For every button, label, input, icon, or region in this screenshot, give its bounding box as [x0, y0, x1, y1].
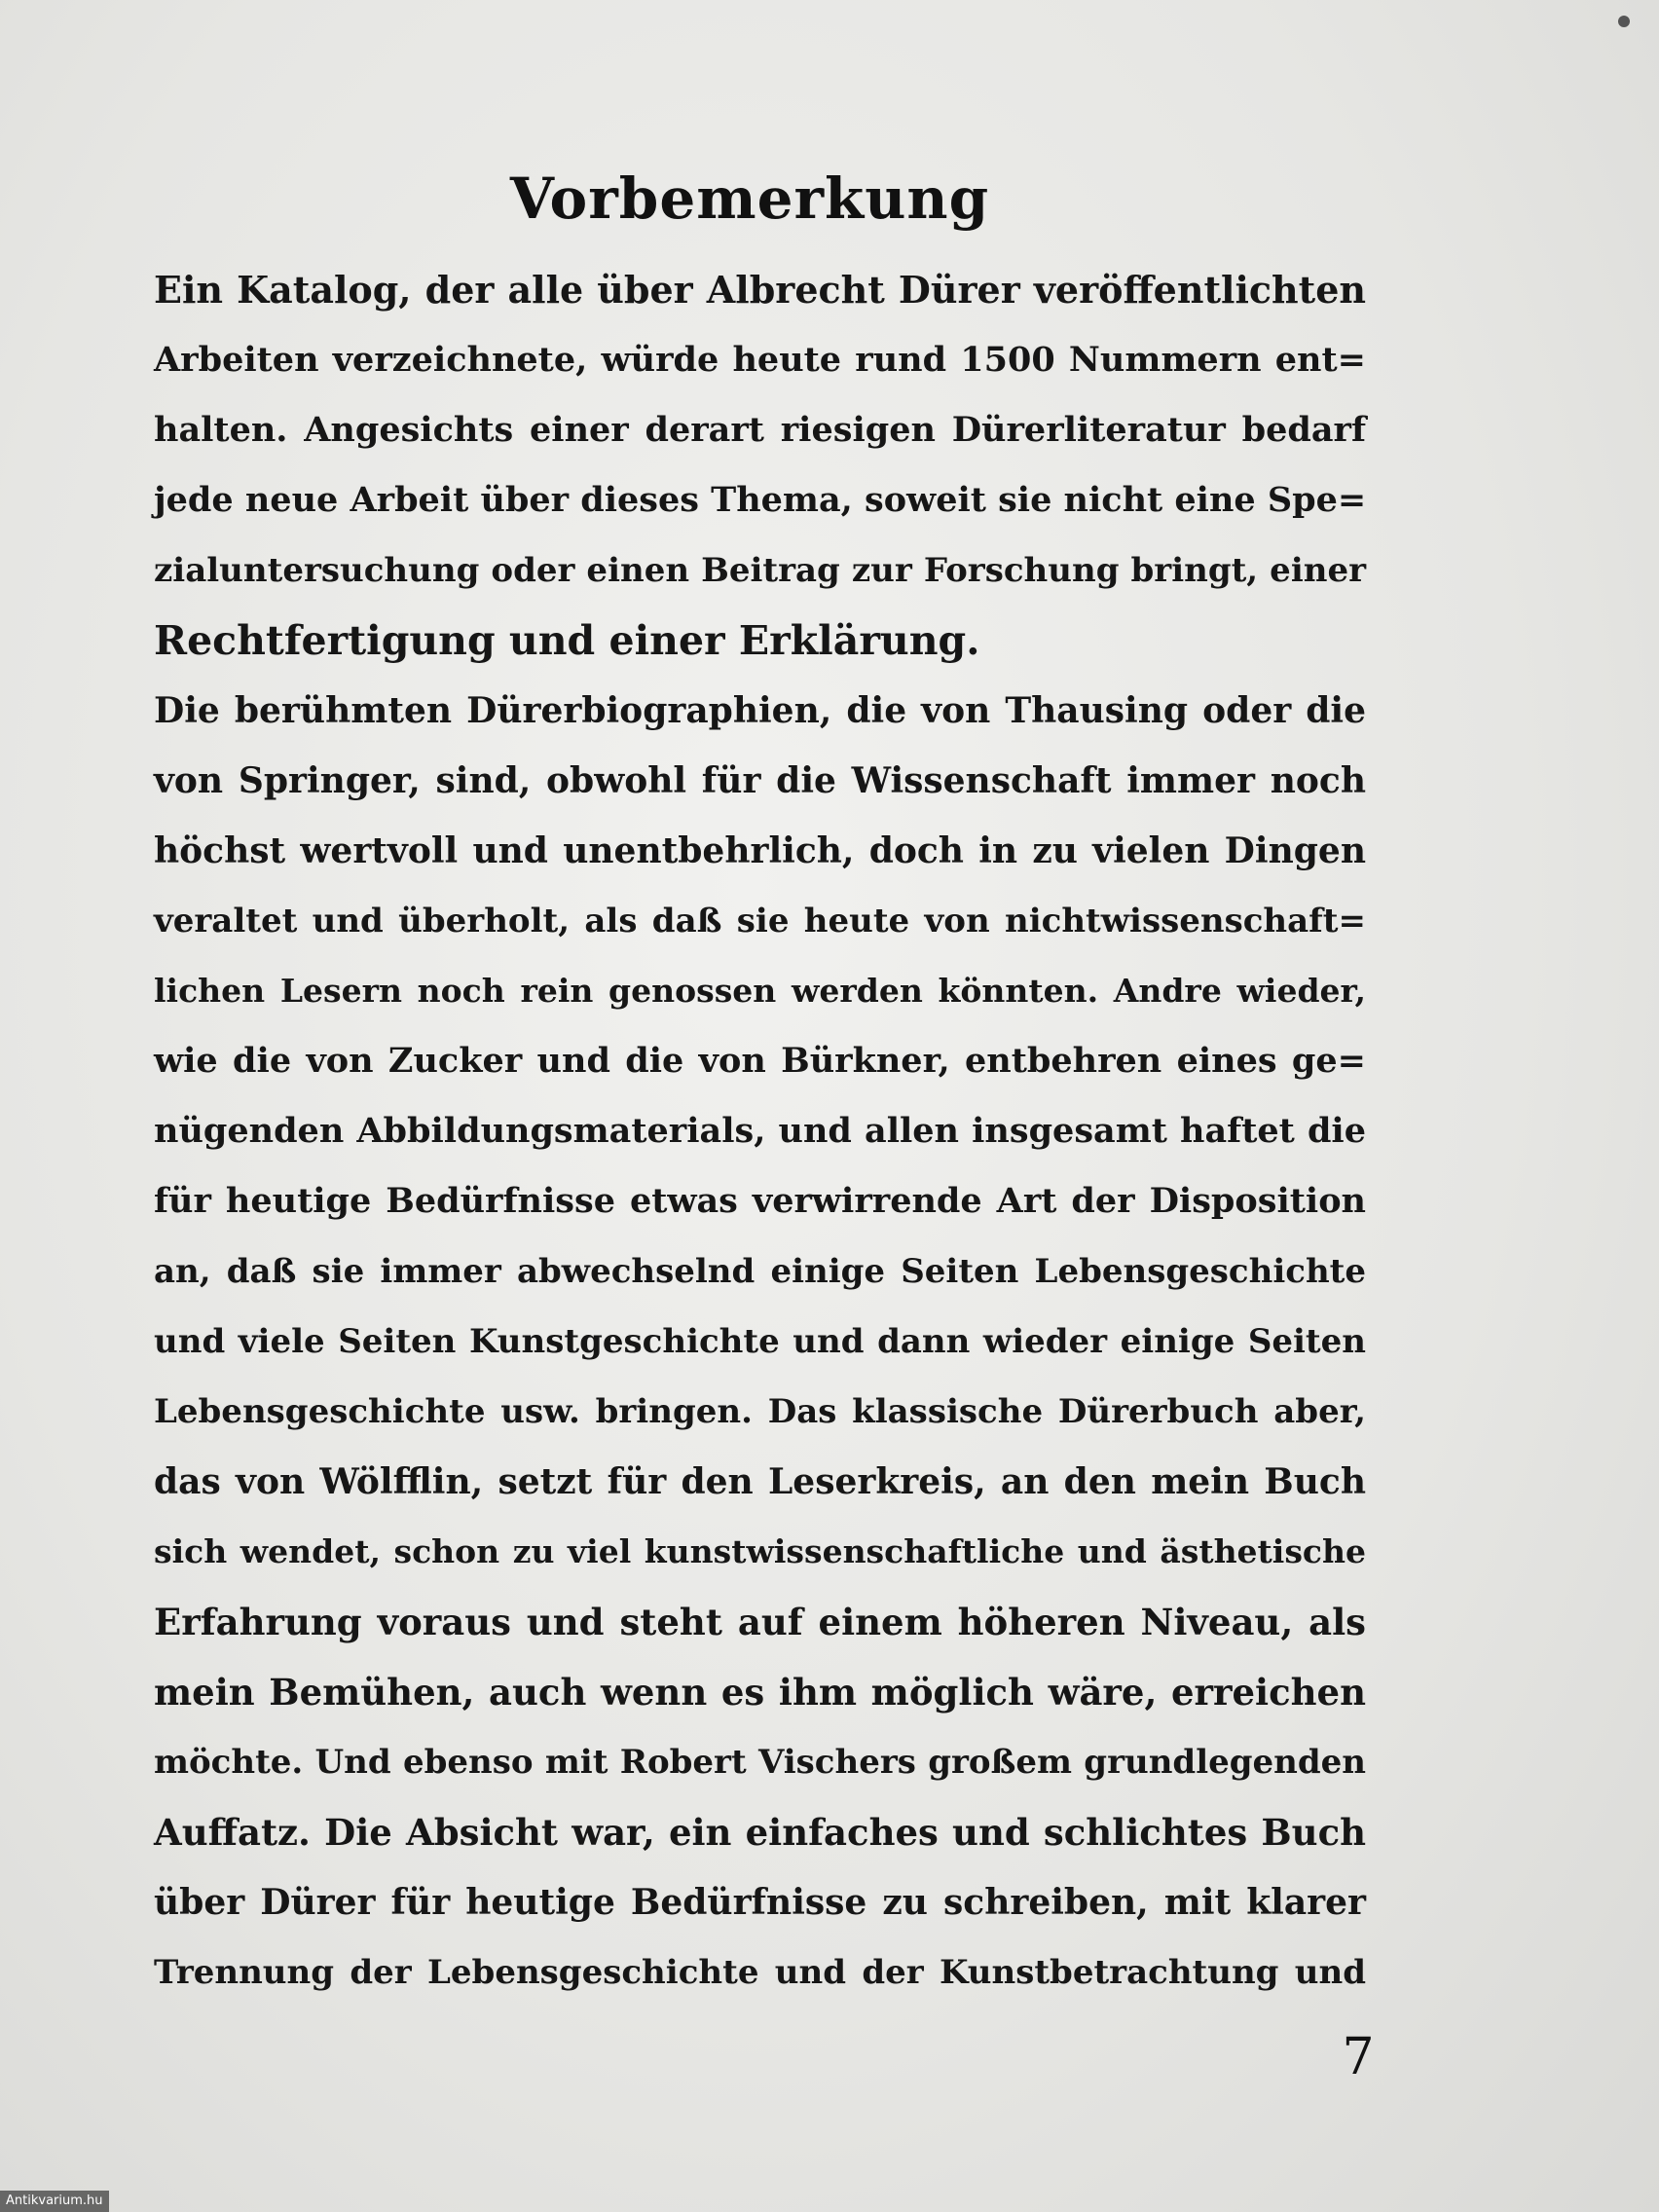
text-line: sich wendet, schon zu viel kunstwissenschaftliche und ästhetische [154, 1532, 1366, 1570]
corner-mark [1618, 16, 1630, 27]
watermark: Antikvarium.hu [0, 2191, 109, 2212]
text-line: jede neue Arbeit über dieses Thema, soweit sie nicht eine Spe= [154, 480, 1367, 520]
text-line: möchte. Und ebenso mit Robert Vischers großem grundlegenden [154, 1743, 1366, 1782]
text-line: Auffatz. Die Absicht war, ein einfaches und schlichtes Buch [154, 1811, 1366, 1854]
text-line: mein Bemühen, auch wenn es ihm möglich wäre, erreichen [154, 1671, 1366, 1714]
text-line: höchst wertvoll und unentbehrlich, doch in zu vielen Dingen [154, 830, 1366, 871]
text-line: an, daß sie immer abwechselnd einige Seiten Lebensgeschichte [154, 1252, 1366, 1291]
page-number: 7 [1342, 2028, 1375, 2086]
text-line: zialuntersuchung oder einen Beitrag zur Forschung bringt, einer [154, 551, 1366, 590]
text-line: Ein Katalog, der alle über Albrecht Dürer veröffentlichten [154, 268, 1366, 312]
text-line: lichen Lesern noch rein genossen werden könnten. Andre wieder, [154, 972, 1366, 1010]
text-line: für heutige Bedürfnisse etwas verwirrende Art der Disposition [154, 1181, 1366, 1221]
text-line: veraltet und überholt, als daß sie heute von nichtwissenschaft= [154, 902, 1366, 940]
text-line: halten. Angesichts einer derart riesigen Dürerliteratur bedarf [154, 410, 1366, 450]
text-line: über Dürer für heutige Bedürfnisse zu schreiben, mit klarer [154, 1882, 1366, 1923]
text-line: von Springer, sind, obwohl für die Wissenschaft immer noch [154, 760, 1366, 801]
page-title: Vorbemerkung [509, 165, 990, 232]
text-line: wie die von Zucker und die von Bürkner, entbehren eines ge= [154, 1041, 1366, 1081]
text-line: Trennung der Lebensgeschichte und der Kunstbetrachtung und [154, 1953, 1366, 1992]
text-line: Die berühmten Dürerbiographien, die von Thausing oder die [154, 690, 1366, 731]
text-line: Erfahrung voraus und steht auf einem höheren Niveau, als [154, 1601, 1366, 1643]
text-line: und viele Seiten Kunstgeschichte und dann wieder einige Seiten [154, 1322, 1366, 1361]
text-line: das von Wölfflin, setzt für den Leserkreis, an den mein Buch [154, 1461, 1366, 1502]
text-line: Rechtfertigung und einer Erklärung. [154, 617, 980, 664]
body-text [154, 255, 1366, 2008]
text-line: Arbeiten verzeichnete, würde heute rund 1500 Nummern ent= [154, 340, 1366, 380]
text-line: Lebensgeschichte usw. bringen. Das klassische Dürerbuch aber, [154, 1392, 1366, 1431]
text-line: nügenden Abbildungsmaterials, und allen insgesamt haftet die [154, 1111, 1366, 1151]
